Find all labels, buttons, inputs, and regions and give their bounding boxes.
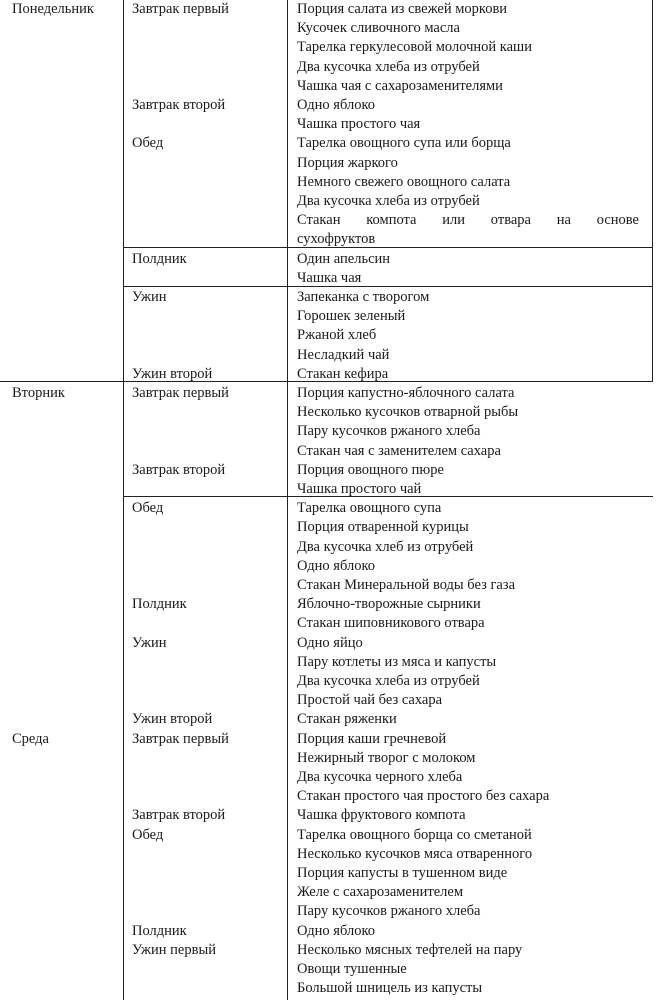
food-item-cell: Одно яблоко: [297, 557, 376, 574]
meal-cell: Завтрак первый: [132, 730, 229, 747]
table-row: [0, 941, 658, 960]
food-item-cell: Порция салата из свежей моркови: [297, 1, 508, 17]
meal-cell: Завтрак первый: [132, 385, 229, 401]
food-item-cell: Несколько мясных тефтелей на пару: [297, 941, 523, 958]
table-row: [0, 38, 658, 57]
food-item-cell: Одно яйцо: [297, 634, 363, 651]
day-cell: Понедельник: [12, 1, 94, 17]
table-row: [0, 672, 658, 691]
table-row: [0, 634, 658, 653]
table-row: [0, 787, 658, 806]
food-item-cell: Большой шницель из капусты: [297, 980, 483, 997]
table-row: [0, 653, 658, 672]
food-item-cell: Немного свежего овощного салата: [297, 173, 511, 190]
food-item-cell: Нежирный творог с молоком: [297, 749, 476, 766]
food-item-cell: Желе с сахарозаменителем: [297, 884, 464, 901]
food-item-cell: Яблочно-творожные сырники: [297, 596, 481, 613]
food-item-cell: Стакан компота или отвара на основе: [297, 212, 639, 229]
table-row: [0, 499, 658, 518]
food-item-cell: Два кусочка хлеба из отрубей: [297, 193, 480, 209]
food-item-cell: Пару кусочков ржаного хлеба: [297, 423, 481, 440]
table-row: [0, 710, 658, 729]
meal-cell: Полдник: [132, 250, 187, 267]
meal-cell: Завтрак второй: [132, 97, 226, 113]
table-row: [0, 115, 658, 134]
table-row: [0, 192, 658, 211]
table-row: [0, 250, 658, 269]
table-row: [0, 173, 658, 192]
food-item-cell: Стакан ряженки: [297, 711, 397, 728]
table-row: [0, 461, 658, 480]
day-cell: Среда: [12, 730, 49, 747]
meal-cell: Полдник: [132, 922, 187, 939]
meal-cell: Полдник: [132, 596, 187, 613]
table-row: [0, 326, 658, 345]
food-item-cell: Порция капусты в тушенном виде: [297, 865, 508, 881]
food-item-cell: Стакан кефира: [297, 365, 389, 382]
food-item-cell: Запеканка с творогом: [297, 289, 430, 305]
table-row: [0, 384, 658, 403]
food-item-cell: Тарелка овощного супа или борща: [297, 135, 511, 152]
table-row: [0, 826, 658, 845]
food-item-cell: Стакан шиповникового отвара: [297, 615, 485, 632]
food-item-cell: Несколько кусочков мяса отваренного: [297, 845, 533, 862]
food-item-cell: Порция жаркого: [297, 154, 398, 171]
food-item-cell: Тарелка овощного борща со сметаной: [297, 826, 532, 843]
food-item-cell: Два кусочка черного хлеба: [297, 769, 463, 785]
meal-cell: Обед: [132, 500, 164, 517]
food-item-cell: Простой чай без сахара: [297, 692, 443, 709]
food-item-cell: Порция капустно-яблочного салата: [297, 385, 515, 401]
table-row: [0, 346, 658, 365]
table-row: [0, 845, 658, 864]
table-row: [0, 768, 658, 787]
table-row: [0, 0, 658, 19]
food-item-cell: Тарелка геркулесовой молочной каши: [297, 39, 532, 56]
table-row: [0, 576, 658, 595]
table-row: [0, 96, 658, 115]
table-row: [0, 883, 658, 902]
food-item-cell: Один апельсин: [297, 250, 391, 267]
table-row: [0, 365, 658, 384]
food-item-cell: Кусочек сливочного масла: [297, 20, 460, 37]
table-row: [0, 902, 658, 921]
table-row: [0, 614, 658, 633]
food-item-cell: Два кусочка хлеба из отрубей: [297, 673, 480, 689]
table-row: [0, 19, 658, 38]
meal-cell: Ужин второй: [132, 711, 213, 728]
table-row: [0, 307, 658, 326]
food-item-cell: Одно яблоко: [297, 922, 376, 939]
food-item-cell: Чашка простого чай: [297, 481, 422, 497]
food-item-cell: Чашка простого чая: [297, 116, 421, 133]
meal-cell: Завтрак второй: [132, 807, 226, 824]
food-item-cell: Тарелка овощного супа: [297, 500, 442, 517]
table-row: [0, 806, 658, 825]
table-row: [0, 518, 658, 537]
food-item-cell: Горошек зеленый: [297, 308, 406, 325]
table-row: [0, 442, 658, 461]
food-item-cell: Порция каши гречневой: [297, 730, 447, 747]
food-item-cell: Стакан Минеральной воды без газа: [297, 577, 516, 593]
table-row: [0, 422, 658, 441]
table-row: [0, 288, 658, 307]
food-item-cell: Два кусочка хлеба из отрубей: [297, 58, 480, 75]
food-item-cell: Порция овощного пюре: [297, 461, 444, 478]
meal-cell: Завтрак второй: [132, 461, 226, 478]
table-row: [0, 269, 658, 288]
table-row: [0, 403, 658, 422]
table-row: [0, 480, 658, 499]
food-item-cell: Одно яблоко: [297, 97, 376, 113]
table-row: [0, 730, 658, 749]
table-row: [0, 77, 658, 96]
table-row: [0, 691, 658, 710]
table-row: [0, 557, 658, 576]
food-item-cell: Несладкий чай: [297, 346, 390, 363]
food-item-cell: Чашка чая: [297, 269, 362, 286]
food-item-cell: Два кусочка хлеб из отрубей: [297, 538, 474, 555]
table-row: [0, 864, 658, 883]
table-row: [0, 538, 658, 557]
meal-cell: Ужин второй: [132, 365, 213, 382]
food-item-cell: Овощи тушенные: [297, 961, 407, 977]
meal-cell: Ужин первый: [132, 941, 216, 958]
food-item-cell: Чашка фруктового компота: [297, 807, 466, 824]
food-item-cell: Несколько кусочков отварной рыбы: [297, 404, 519, 421]
food-item-cell: Пару котлеты из мяса и капусты: [297, 653, 497, 670]
table-row: [0, 960, 658, 979]
food-item-cell: Стакан простого чая простого без сахара: [297, 788, 550, 805]
table-row: [0, 595, 658, 614]
meal-cell: Ужин: [132, 634, 167, 651]
meal-cell: Завтрак первый: [132, 1, 229, 17]
table-row: [0, 154, 658, 173]
food-item-cell: Пару кусочков ржаного хлеба: [297, 903, 481, 920]
table-row: [0, 230, 658, 249]
table-row: [0, 922, 658, 941]
table-row: [0, 58, 658, 77]
food-item-cell: Чашка чая с сахарозаменителями: [297, 77, 503, 94]
food-item-cell: Стакан чая с заменителем сахара: [297, 442, 501, 459]
meal-cell: Обед: [132, 826, 164, 843]
table-row: [0, 134, 658, 153]
meal-cell: Обед: [132, 135, 164, 152]
food-item-cell: сухофруктов: [297, 231, 376, 248]
food-item-cell: Порция отваренной курицы: [297, 519, 469, 536]
table-row: [0, 211, 658, 230]
table-row: [0, 749, 658, 768]
meal-cell: Ужин: [132, 289, 167, 305]
table-row: [0, 979, 658, 998]
food-item-cell: Ржаной хлеб: [297, 327, 377, 344]
day-cell: Вторник: [12, 385, 65, 401]
